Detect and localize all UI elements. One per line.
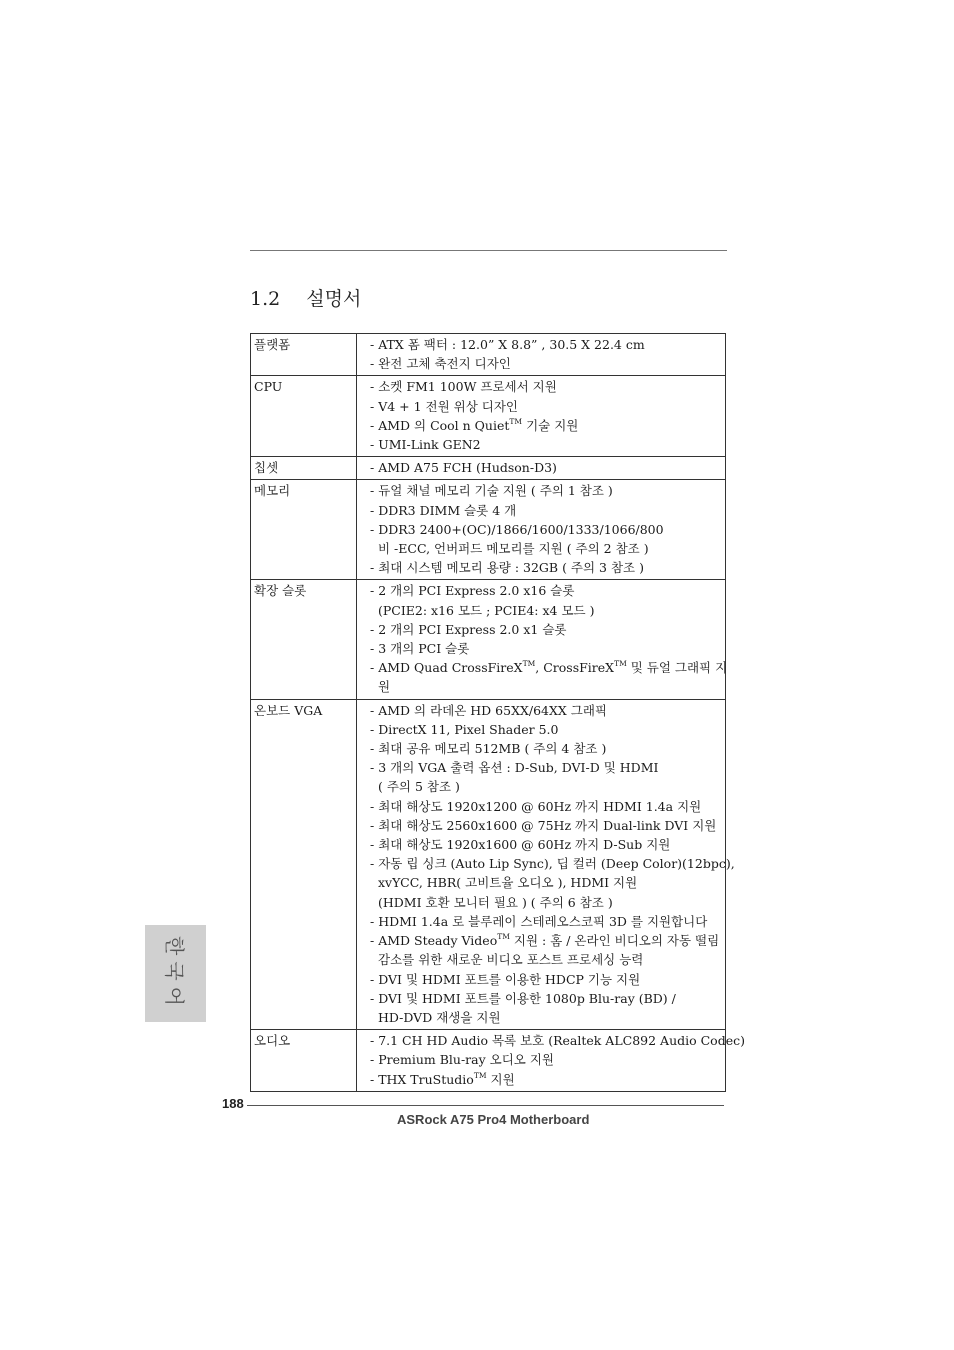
trademark-mark: TM [509,416,523,426]
section-number: 1.2 [250,288,281,310]
spec-items [357,1030,745,1092]
spec-line [370,989,721,1008]
spec-text: 비 -ECC, 언버퍼드 메모리를 지원 ( 주의 2 참조 ) [378,541,649,557]
spec-line [370,835,721,854]
footer-title: ASRock A75 Pro4 Motherboard [397,1112,590,1127]
spec-text: - AMD Steady Video [370,933,498,949]
spec-items [357,699,735,1029]
spec-text: - DDR3 DIMM 슬롯 4 개 [370,502,517,518]
spec-items [357,480,726,580]
spec-line [370,435,721,454]
spec-text: - 듀얼 채널 메모리 기술 지원 ( 주의 1 참조 ) [370,483,613,499]
spec-label: 오디오 [251,1030,357,1092]
spec-text: - 7.1 CH HD Audio 목록 보호 (Realtek ALC892 Audio Codec) [370,1033,745,1049]
spec-text: 지원 : 홈 / 온라인 비디오의 자동 떨림 [509,933,720,949]
spec-row [251,1030,726,1092]
trademark-mark: TM [497,932,510,942]
spec-text: - AMD A75 FCH (Hudson-D3) [370,460,557,476]
spec-label: 확장 슬롯 [251,580,357,699]
spec-text: HD-DVD 재생을 지원 [378,1009,501,1025]
spec-text: - DVI 및 HDMI 포트를 이용한 1080p Blu-ray (BD) / [370,990,676,1006]
spec-text: 지원 [486,1071,515,1087]
spec-text: - UMI-Link GEN2 [370,437,481,453]
spec-line [370,816,721,835]
trademark-mark: TM [614,659,627,669]
language-tab-label: 한국어 [162,935,186,1012]
trademark-mark: TM [473,1070,487,1080]
spec-items [357,580,726,699]
spec-text: 기술 지원 [522,417,579,433]
spec-line [370,720,721,739]
spec-line [370,620,721,639]
spec-label: 메모리 [251,480,357,580]
spec-row [251,376,726,457]
spec-text: - DDR3 2400+(OC)/1866/1600/1333/1066/800 [370,521,664,537]
spec-line [370,354,721,373]
spec-line [370,1008,721,1027]
spec-line [370,1031,745,1050]
spec-line [370,539,721,558]
spec-table [250,333,745,1092]
spec-line [370,501,721,520]
spec-line [370,677,721,696]
spec-label: CPU [251,376,357,457]
spec-label: 플랫폼 [251,334,357,376]
spec-text: - ATX 폼 팩터 : 12.0” X 8.8” , 30.5 X 22.4 cm [370,337,645,352]
language-tab [145,925,206,1022]
spec-text: - AMD 의 Cool n Quiet [370,417,510,433]
spec-text: - DirectX 11, Pixel Shader 5.0 [370,721,559,737]
spec-line [370,1050,721,1069]
spec-line [370,601,721,620]
spec-line [370,758,721,777]
page-number: 188 [222,1096,244,1111]
spec-text: - AMD 의 라데온 HD 65XX/64XX 그래픽 [370,702,607,718]
spec-text: - 2 개의 PCI Express 2.0 x1 슬롯 [370,621,567,637]
spec-line [370,873,721,892]
spec-text: - 3 개의 PCI 슬롯 [370,641,470,657]
spec-text: 감소를 위한 새로운 비디오 포스트 프로세싱 능력 [378,952,644,968]
spec-line [370,377,721,396]
spec-line [370,458,721,477]
spec-line [370,481,721,500]
spec-text: , CrossFireX [535,660,615,676]
spec-line [370,639,721,658]
spec-text: ( 주의 5 참조 ) [378,779,460,795]
spec-text: (HDMI 호환 모니터 필요 ) ( 주의 6 참조 ) [378,894,613,910]
spec-text: - DVI 및 HDMI 포트를 이용한 HDCP 기능 지원 [370,971,641,987]
spec-items [357,457,726,480]
spec-text: - 최대 해상도 2560x1600 @ 75Hz 까지 Dual-link DVI 지원 [370,817,717,833]
spec-line [370,581,721,600]
trademark-mark: TM [522,659,536,669]
spec-line [370,970,721,989]
spec-text: - HDMI 1.4a 로 블루레이 스테레오스코픽 3D 를 지원합니다 [370,913,708,929]
spec-text: - V4 + 1 전원 위상 디자인 [370,398,518,414]
spec-text: - 최대 공유 메모리 512MB ( 주의 4 참조 ) [370,741,607,757]
spec-row [251,580,726,699]
footer-rule [247,1105,724,1106]
spec-label: 온보드 VGA [251,699,357,1029]
spec-label: 칩셋 [251,457,357,480]
spec-text: - 3 개의 VGA 출력 옵션 : D-Sub, DVI-D 및 HDMI [370,760,659,776]
spec-line [370,520,721,539]
spec-text: - 소켓 FM1 100W 프로세서 지원 [370,379,557,395]
spec-line [370,739,721,758]
section-heading [250,284,361,311]
spec-text: (PCIE2: x16 모드 ; PCIE4: x4 모드 ) [378,602,595,618]
spec-row [251,334,726,376]
spec-items [357,376,726,457]
spec-line [370,854,735,873]
spec-text: xvYCC, HBR( 고비트율 오디오 ), HDMI 지원 [378,875,638,891]
spec-line [370,950,721,969]
spec-line [370,931,721,950]
section-title: 설명서 [306,288,362,310]
spec-text: - 완전 고체 축전지 디자인 [370,356,511,372]
spec-line [370,416,721,435]
spec-text: 원 [378,679,391,695]
spec-text: - 2 개의 PCI Express 2.0 x16 슬롯 [370,583,575,599]
spec-line [370,912,721,931]
spec-line [370,893,721,912]
spec-text: - 자동 립 싱크 (Auto Lip Sync), 딥 컬러 (Deep Color)(12bpc), [370,856,735,872]
spec-line [370,658,728,677]
spec-line [370,701,721,720]
spec-row [251,457,726,480]
spec-line [370,558,721,577]
spec-items [357,334,726,376]
spec-line [370,1070,721,1089]
spec-text: - Premium Blu-ray 오디오 지원 [370,1052,554,1068]
spec-text: - 최대 시스템 메모리 용량 : 32GB ( 주의 3 참조 ) [370,560,644,576]
spec-line [370,335,721,354]
spec-line [370,777,721,796]
spec-text: 및 듀얼 그래픽 지 [626,660,728,676]
spec-line [370,397,721,416]
spec-text: - AMD Quad CrossFireX [370,660,523,676]
header-rule [250,250,727,251]
spec-text: - 최대 해상도 1920x1600 @ 60Hz 까지 D-Sub 지원 [370,837,671,853]
spec-row [251,480,726,580]
spec-line [370,797,721,816]
spec-text: - THX TruStudio [370,1071,474,1087]
spec-text: - 최대 해상도 1920x1200 @ 60Hz 까지 HDMI 1.4a 지원 [370,798,702,814]
spec-row [251,699,726,1029]
